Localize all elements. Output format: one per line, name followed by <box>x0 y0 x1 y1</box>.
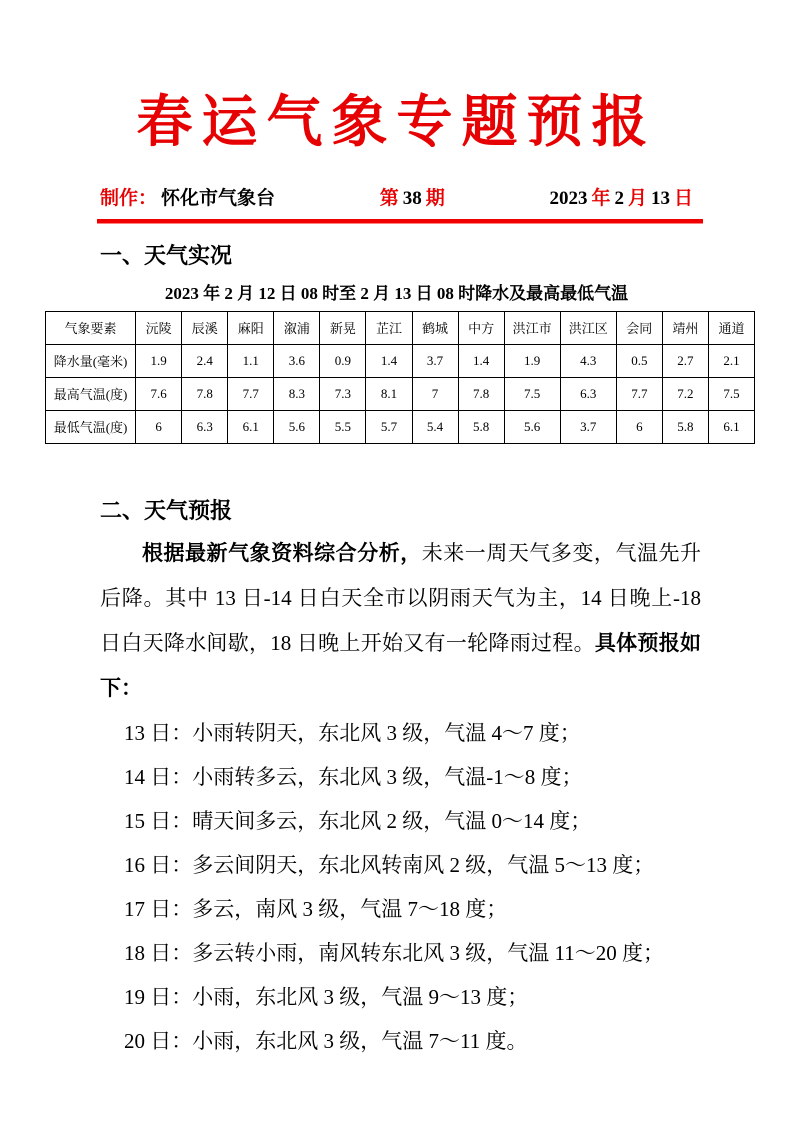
table-cell: 5.5 <box>320 410 366 443</box>
table-row-precipitation <box>46 344 755 377</box>
table-header-cell: 会同 <box>616 311 662 344</box>
table-header-cell: 溆浦 <box>274 311 320 344</box>
table-row-max-temp <box>46 377 755 410</box>
producer <box>100 183 279 210</box>
paragraph-tail: 具体预报如下： <box>100 630 702 700</box>
table-cell: 7.8 <box>182 377 228 410</box>
table-cell: 8.1 <box>366 377 412 410</box>
section-1-heading: 一、天气实况 <box>100 242 233 268</box>
table-cell: 6.3 <box>560 377 616 410</box>
table-cell: 5.6 <box>504 410 560 443</box>
table-cell: 4.3 <box>560 344 616 377</box>
table-cell: 5.4 <box>412 410 458 443</box>
table-cell: 6 <box>616 410 662 443</box>
observation-table-caption: 2023 年 2 月 12 日 08 时至 2 月 13 日 08 时降水及最高最低气温 <box>164 283 629 303</box>
forecast-line-13: 13 日：小雨转阴天，东北风 3 级，气温 4～7 度； <box>124 720 581 745</box>
paragraph-lead: 根据最新气象资料综合分析， <box>142 540 422 565</box>
forecast-line-19: 19 日：小雨，东北风 3 级，气温 9～13 度； <box>124 984 529 1009</box>
table-header-cell: 通道 <box>708 311 754 344</box>
table-cell: 1.4 <box>366 344 412 377</box>
table-cell: 7.7 <box>616 377 662 410</box>
table-cell: 0.9 <box>320 344 366 377</box>
table-cell: 1.1 <box>228 344 274 377</box>
table-cell: 5.6 <box>274 410 320 443</box>
producer-label: 制作： <box>100 187 158 209</box>
table-cell: 5.7 <box>366 410 412 443</box>
producer-name: 怀化市气象台 <box>161 187 276 209</box>
table-cell: 1.9 <box>504 344 560 377</box>
table-cell: 7.5 <box>504 377 560 410</box>
forecast-summary-paragraph <box>100 531 701 711</box>
header-divider <box>97 219 703 224</box>
table-cell: 2.4 <box>182 344 228 377</box>
table-cell: 6.1 <box>708 410 754 443</box>
table-header-cell: 中方 <box>458 311 504 344</box>
table-cell: 3.7 <box>560 410 616 443</box>
forecast-line-18: 18 日：多云转小雨，南风转东北风 3 级，气温 11～20 度； <box>124 940 664 965</box>
table-cell: 2.7 <box>662 344 708 377</box>
table-cell: 7.2 <box>662 377 708 410</box>
row-label: 最低气温(度) <box>46 410 136 443</box>
table-cell: 1.4 <box>458 344 504 377</box>
table-cell: 6 <box>136 410 182 443</box>
forecast-line-14: 14 日：小雨转多云，东北风 3 级，气温-1～8 度； <box>124 764 583 789</box>
table-header-cell: 芷江 <box>366 311 412 344</box>
paragraph-body: 未来一周天气多变，气温先升后降。其中 13 日-14 日白天全市以阴雨天气为主，14 日晚上-18 日白天降水间歇，18 日晚上开始又有一轮降雨过程。 <box>100 540 702 655</box>
table-cell: 6.1 <box>228 410 274 443</box>
table-cell: 7.8 <box>458 377 504 410</box>
table-cell: 8.3 <box>274 377 320 410</box>
table-cell: 3.6 <box>274 344 320 377</box>
table-header-cell: 洪江区 <box>560 311 616 344</box>
table-header-cell: 沅陵 <box>136 311 182 344</box>
forecast-line-20: 20 日：小雨，东北风 3 级，气温 7～11 度。 <box>124 1028 528 1053</box>
table-header-cell: 洪江市 <box>504 311 560 344</box>
table-cell: 7.7 <box>228 377 274 410</box>
table-cell: 3.7 <box>412 344 458 377</box>
table-row-min-temp <box>46 410 755 443</box>
forecast-line-17: 17 日：多云，南风 3 级，气温 7～18 度； <box>124 896 508 921</box>
table-cell: 2.1 <box>708 344 754 377</box>
forecast-line-16: 16 日：多云间阴天，东北风转南风 2 级，气温 5～13 度； <box>124 852 655 877</box>
table-cell: 5.8 <box>458 410 504 443</box>
table-cell: 0.5 <box>616 344 662 377</box>
table-cell: 7.3 <box>320 377 366 410</box>
table-cell: 6.3 <box>182 410 228 443</box>
table-header-cell: 新晃 <box>320 311 366 344</box>
table-header-cell: 靖州 <box>662 311 708 344</box>
table-header-cell: 辰溪 <box>182 311 228 344</box>
table-cell: 7 <box>412 377 458 410</box>
document-title: 春运气象专题预报 <box>136 89 657 155</box>
table-cell: 5.8 <box>662 410 708 443</box>
issue-number: 第 38 期 <box>379 187 445 209</box>
weather-observation-table <box>45 311 755 444</box>
table-cell: 7.5 <box>708 377 754 410</box>
row-label: 最高气温(度) <box>46 377 136 410</box>
table-header-row <box>46 311 755 344</box>
issue-date: 2023 年 2 月 13 日 <box>549 187 693 209</box>
section-2-heading: 二、天气预报 <box>100 497 233 523</box>
table-cell: 1.9 <box>136 344 182 377</box>
document-meta <box>100 183 701 210</box>
table-cell: 7.6 <box>136 377 182 410</box>
forecast-line-15: 15 日：晴天间多云，东北风 2 级，气温 0～14 度； <box>124 808 592 833</box>
row-label: 降水量(毫米) <box>46 344 136 377</box>
table-header-cell: 气象要素 <box>46 311 136 344</box>
table-header-cell: 麻阳 <box>228 311 274 344</box>
table-header-cell: 鹤城 <box>412 311 458 344</box>
